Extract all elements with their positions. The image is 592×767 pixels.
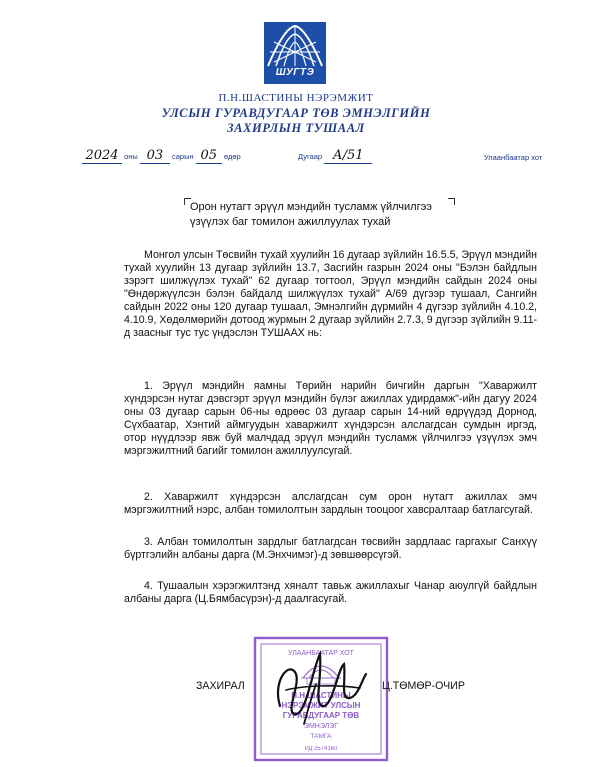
order-item-1-text: 1. Эрүүл мэндийн яамны Төрийн нарийн бичгийн даргын "Хаваржилт хүндэрсэн нутаг дэвсгэрт эрүүл мэндийн бүлэг ажиллах удирдамж"-ийн дагуу 2024 оны 03 дугаар сарын 06-ны өдрөөс 03 дугаар сарын 14-ний өдрүүдэд Дорнод, Сүхбаатар, Хэнтий аймгуудын хаваржилт хүндэрсэн алслагдсан сумдын иргэд, отор нүүдлээр явж буй малчдад эрүүл мэндийн тусламж үйлчилгээ үзүүлэх эмч мэргэжилтний багийг томилон ажиллуулсугай.	[124, 380, 537, 457]
stamp-line-3: ГУРАВДУГААР ТӨВ	[282, 711, 360, 720]
date-day-suffix: өдөр	[223, 152, 241, 161]
preamble-text: Монгол улсын Төсвийн тухай хуулийн 16 дугаар зүйлийн 16.5.5, Эрүүл мэндийн тухай хуулийн 13 дугаар зүйлийн 13.7, Засгийн газрын 2024 оны "Бэлэн байдлын зэрэгт шилжүүлэх тухай" 62 дугаар тогтоол, Эрүүл мэндийн сайдын 2024 оны "Өндөржүүлсэн бэлэн байдалд шилжүүлэх тухай" А/69 дүгээр тушаал, Сангийн сайдын 2022 оны 120 дугаар тушаал, Эмнэлгийн дүрмийн 4 дүгээр зүйлийн 4.10.2, 4.10.9, Хөдөлмөрийн дотоод журмын 2 дугаар зүйлийн 2.7.3, 9 дүгээр зүйлийн 9.11-д заасныг тус тус үндэслэн ТУШААХ нь:	[124, 249, 537, 339]
preamble-paragraph	[124, 249, 537, 340]
stamp-line-4: ЭМНЭЛЭГ	[303, 723, 339, 730]
order-item-3	[124, 536, 537, 562]
date-line	[82, 148, 241, 164]
handwritten-signature	[262, 640, 372, 730]
date-day: 05	[196, 148, 222, 164]
logo-text: ШУГТЭ	[275, 67, 315, 78]
date-month-suffix: сарын	[172, 152, 194, 161]
date-year: 2024	[82, 148, 122, 164]
hospital-logo	[264, 22, 326, 84]
order-number: А/51	[324, 148, 372, 164]
number-label: Дугаар	[298, 152, 323, 161]
order-item-4	[124, 580, 537, 606]
stamp-top-text: УЛААНБААТАР ХОТ	[288, 650, 354, 657]
signatory-name: Ц.ТӨМӨР-ОЧИР	[382, 680, 465, 692]
date-year-suffix: оны	[124, 152, 138, 161]
order-item-2	[124, 491, 537, 517]
stamp-register: РД 2574160	[304, 746, 338, 752]
stamp-line-2: НЭРЭМЖИТ УЛСЫН	[281, 701, 361, 710]
date-month: 03	[140, 148, 170, 164]
document-type-title: ЗАХИРЛЫН ТУШААЛ	[227, 121, 365, 135]
stamp-line-1: П.Н.ШАСТИНЫ	[291, 691, 351, 700]
city-label: Улаанбаатар хот	[484, 153, 543, 162]
order-item-4-text: 4. Тушаалын хэрэгжилтэнд хяналт тавьж ажиллахыг Чанар аюулгүй байдлын албаны дарга (Ц.Бямбасүрэн)-д даалгасугай.	[124, 580, 537, 605]
number-line	[298, 148, 372, 164]
subject-line-1: Орон нутагт эрүүл мэндийн тусламж үйлчилгээ	[190, 201, 432, 213]
subject	[190, 200, 450, 230]
org-title: УЛСЫН ГУРАВДУГААР ТӨВ ЭМНЭЛГИЙН	[161, 106, 431, 120]
org-name: П.Н.ШАСТИНЫ НЭРЭМЖИТ	[218, 92, 374, 104]
stamp-line-5: ТАМГА	[310, 733, 332, 740]
order-item-1	[124, 380, 537, 458]
order-item-2-text: 2. Хаваржилт хүндэрсэн алслагдсан сум орон нутагт ажиллах эмч мэргэжилтний нэрс, албан томилолтын зардлын тооцоог хавсралтаар батлагсугай.	[124, 491, 537, 516]
signatory-title: ЗАХИРАЛ	[196, 680, 245, 692]
subject-line-2: үзүүлэх баг томилон ажиллуулах тухай	[190, 216, 391, 228]
order-item-3-text: 3. Албан томилолтын зардлыг батлагдсан төсвийн зардлаас гаргахыг Санхүү бүртгэлийн албаны дарга (М.Энхчимэг)-д зөвшөөрсүгэй.	[124, 536, 537, 561]
